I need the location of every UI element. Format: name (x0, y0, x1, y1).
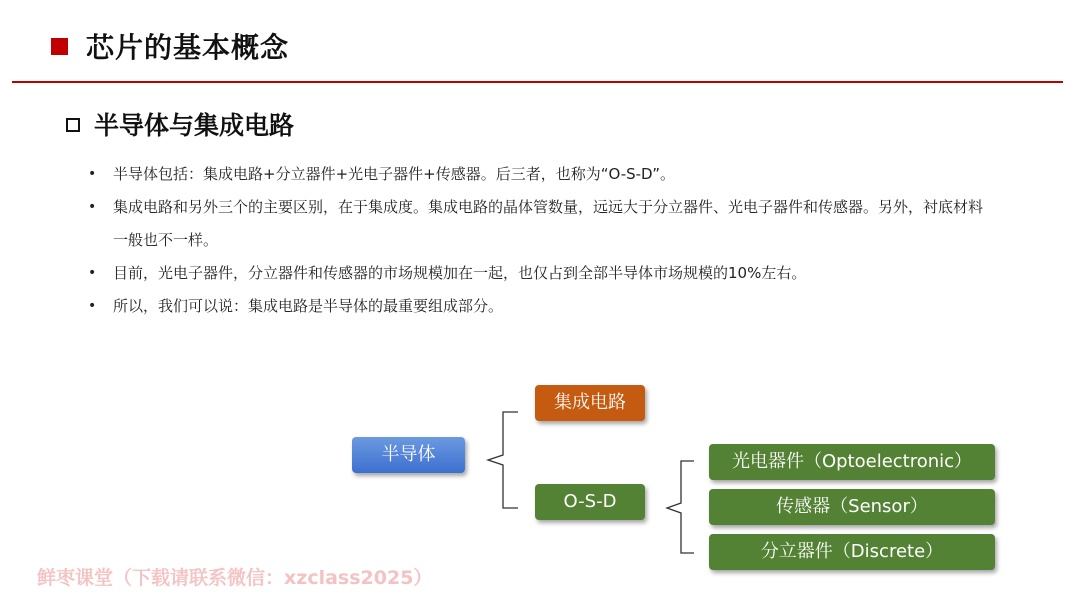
bullet-text: 目前，光电子器件，分立器件和传感器的市场规模加在一起，也仅占到全部半导体市场规模的10%左右。 (113, 264, 807, 282)
node-discrete: 分立器件（Discrete） (709, 534, 995, 570)
node-semiconductor: 半导体 (352, 437, 465, 473)
bullet-text: 集成电路和另外三个的主要区别，在于集成度。集成电路的晶体管数量，远远大于分立器件、光电子器件和传感器。另外，衬底材料一般也不一样。 (113, 198, 984, 249)
node-integrated-circuit: 集成电路 (535, 385, 645, 421)
node-osd: O-S-D (535, 484, 645, 520)
page-title: 芯片的基本概念 (86, 31, 290, 64)
section-title: 半导体与集成电路 (94, 111, 295, 140)
node-optoelectronic: 光电器件（Optoelectronic） (709, 444, 995, 480)
bullet-dot-icon: • (88, 265, 97, 281)
bullet-dot-icon: • (88, 166, 97, 182)
brace-osd (667, 461, 694, 553)
node-sensor: 传感器（Sensor） (709, 489, 995, 525)
bullet-text: 所以，我们可以说：集成电路是半导体的最重要组成部分。 (113, 297, 504, 315)
bullet-text: 半导体包括：集成电路+分立器件+光电子器件+传感器。后三者，也称为“O-S-D”。 (113, 165, 675, 183)
watermark: 鲜枣课堂（下载请联系微信：xzclass2025） (37, 567, 433, 589)
bullet-dot-icon: • (88, 298, 97, 314)
bullet-dot-icon: • (88, 199, 97, 215)
brace-root (488, 412, 518, 508)
